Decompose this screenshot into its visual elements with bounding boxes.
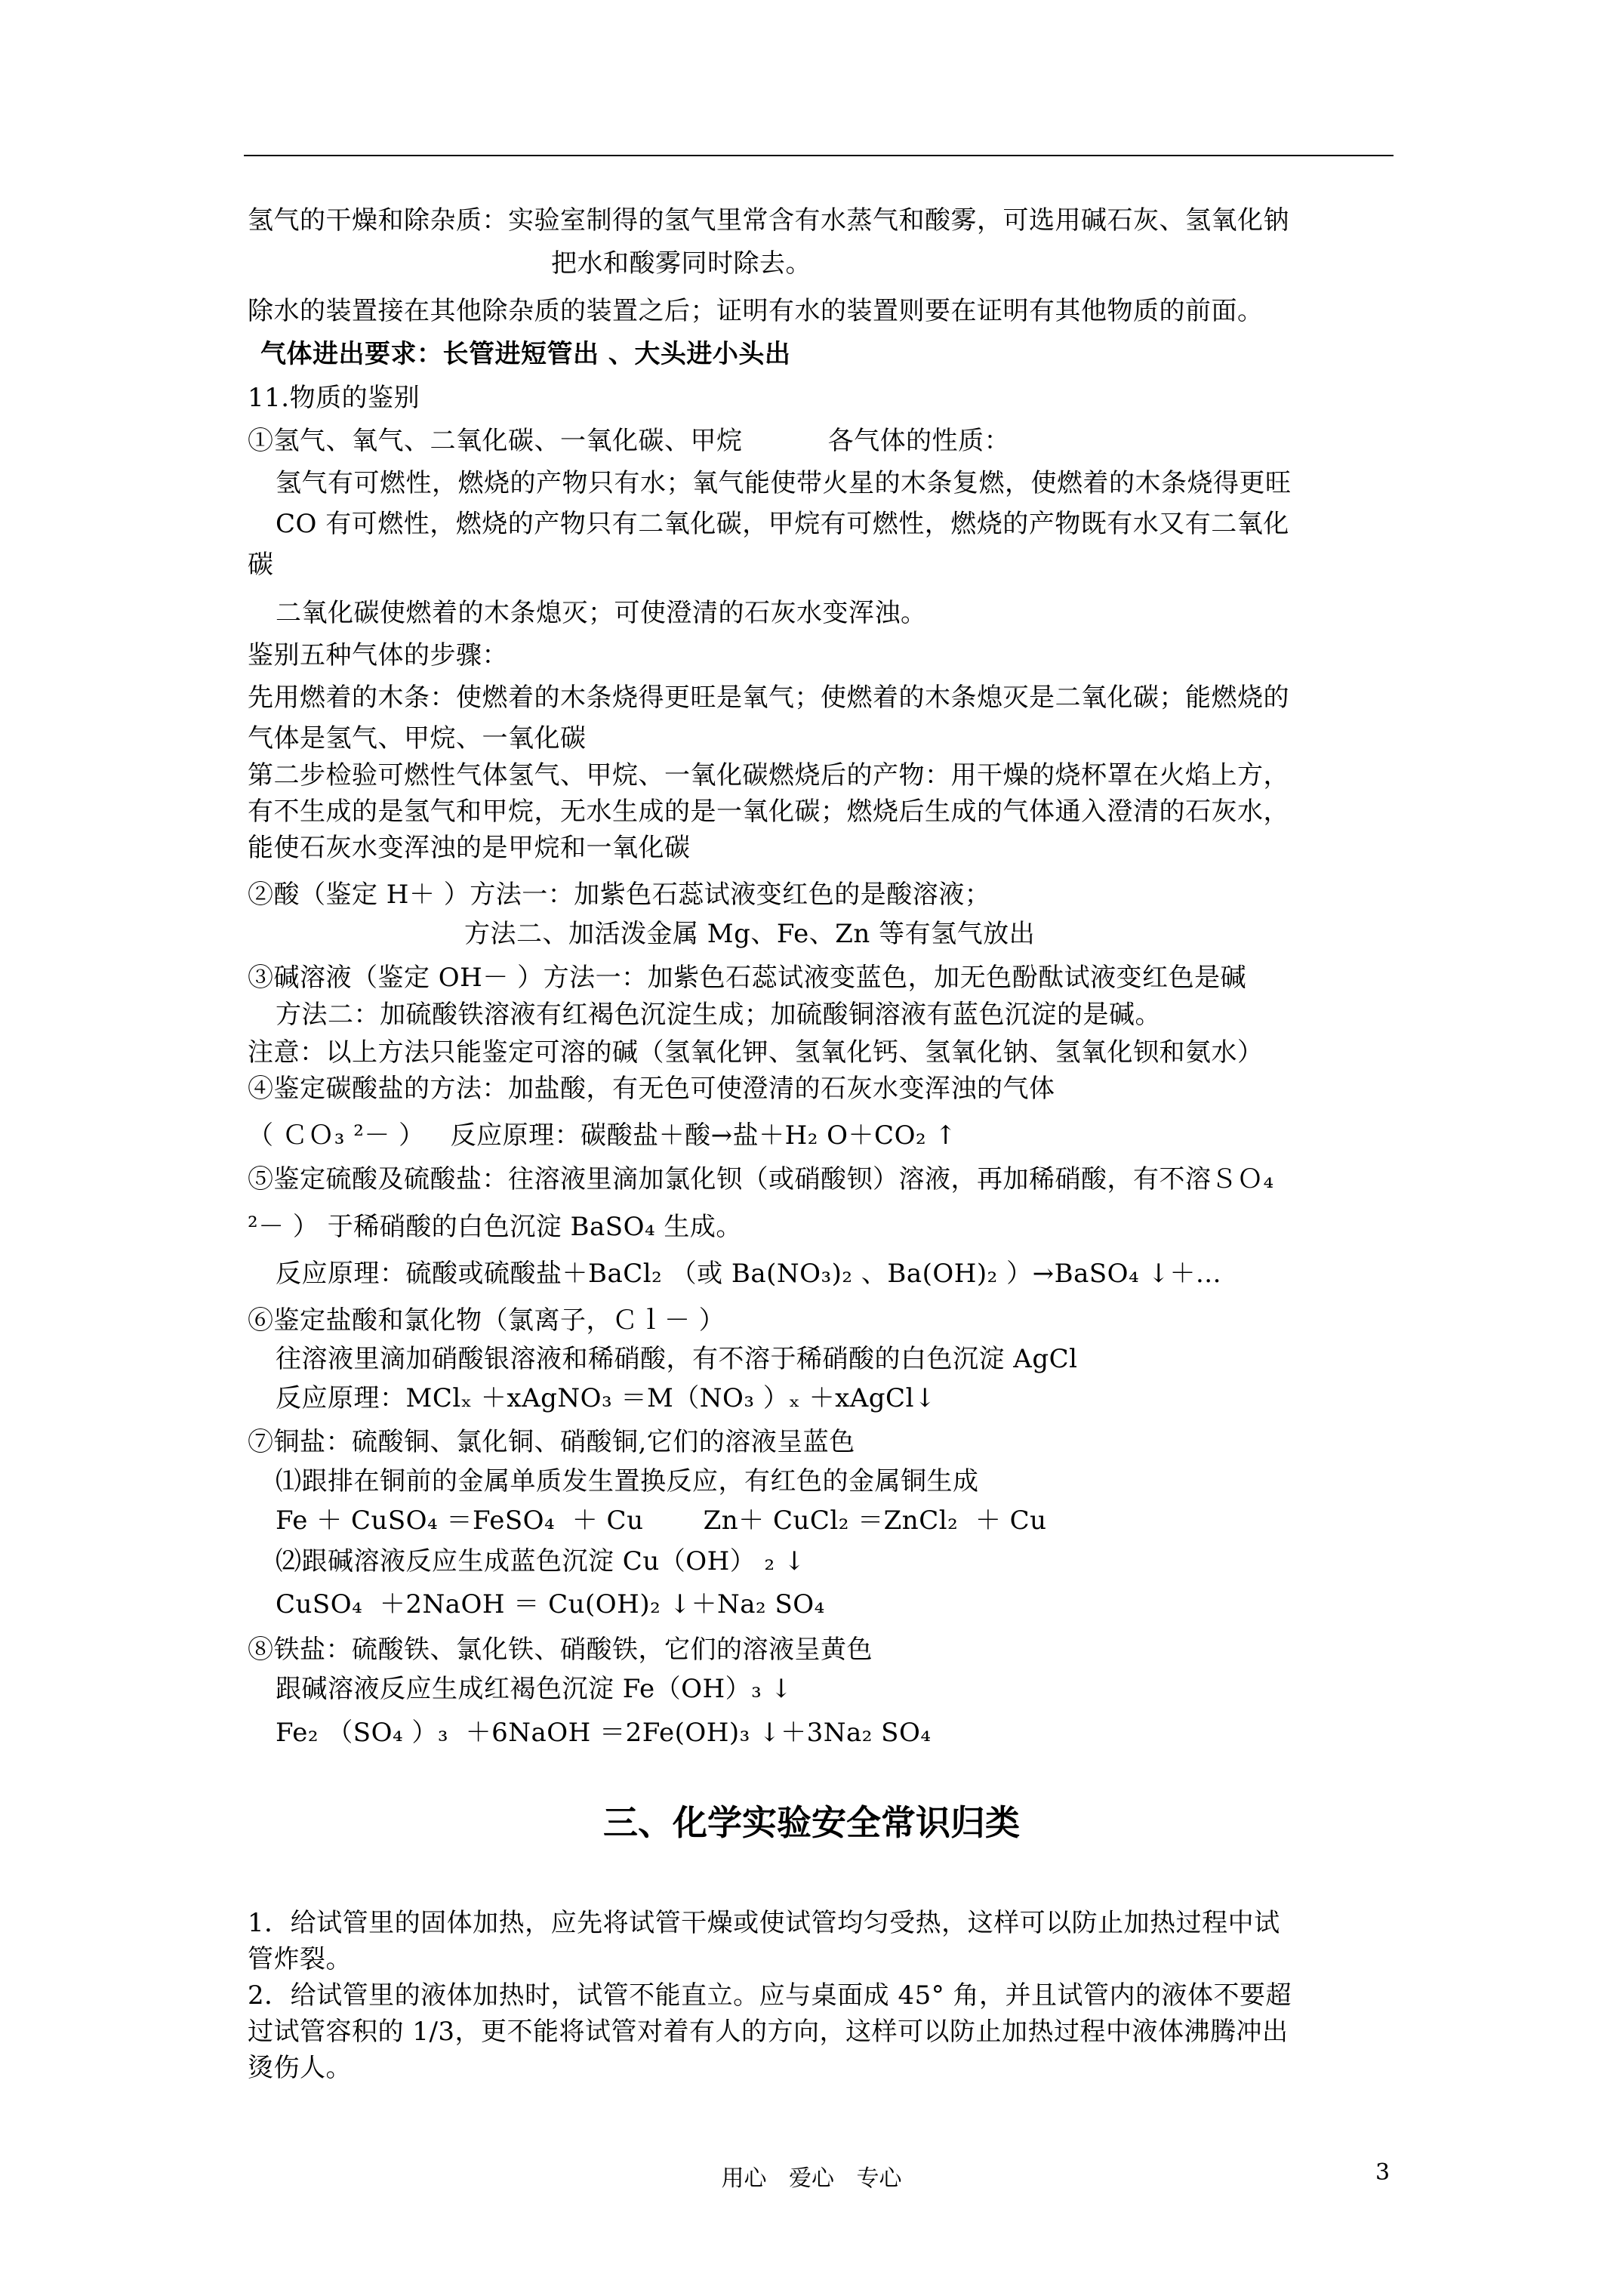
text-line: Fe₂ （SO₄ ）₃ ＋6NaOH ＝2Fe(OH)₃ ↓＋3Na₂ SO₄ <box>276 1718 932 1748</box>
text-line: ⑧铁盐：硫酸铁、氯化铁、硝酸铁，它们的溶液呈黄色 <box>248 1635 873 1665</box>
text-line: 氢气有可燃性，燃烧的产物只有水；氧气能使带火星的木条复燃，使燃着的木条烧得更旺 <box>276 468 1292 498</box>
text-line: 往溶液里滴加硝酸银溶液和稀硝酸，有不溶于稀硝酸的白色沉淀 AgCl <box>276 1344 1078 1374</box>
text-line: 管炸裂。 <box>248 1944 352 1974</box>
text-line: 把水和酸雾同时除去。 <box>551 248 812 279</box>
text-line: 二氧化碳使燃着的木条熄灭；可使澄清的石灰水变浑浊。 <box>276 598 927 628</box>
text-line: ⑵跟碱溶液反应生成蓝色沉淀 Cu（OH） ₂ ↓ <box>276 1546 805 1576</box>
text-line: 先用燃着的木条：使燃着的木条烧得更旺是氧气；使燃着的木条熄灭是二氧化碳；能燃烧的 <box>248 683 1289 713</box>
text-line: ①氢气、氧气、二氧化碳、一氧化碳、甲烷 各气体的性质： <box>248 426 1011 456</box>
text-line: 气体是氢气、甲烷、一氧化碳 <box>248 723 587 754</box>
text-line: ③碱溶液（鉴定 OH－ ）方法一：加紫色石蕊试液变蓝色，加无色酚酞试液变红色是碱 <box>248 963 1247 993</box>
text-line: 注意：以上方法只能鉴定可溶的碱（氢氧化钾、氢氧化钙、氢氧化钠、氢氧化钡和氨水） <box>248 1037 1264 1068</box>
text-line: ⑥鉴定盐酸和氯化物（氯离子，Ｃｌ－ ） <box>248 1305 725 1336</box>
section-heading: 三、化学实验安全常识归类 <box>603 1802 1020 1843</box>
text-line: ⑴跟排在铜前的金属单质发生置换反应，有红色的金属铜生成 <box>276 1466 979 1496</box>
text-line: 碳 <box>248 550 274 580</box>
text-line: 11.物质的鉴别 <box>248 383 420 413</box>
text-line: CuSO₄ ＋2NaOH ＝ Cu(OH)₂ ↓＋Na₂ SO₄ <box>276 1589 825 1620</box>
text-line: 反应原理：硫酸或硫酸盐＋BaCl₂ （或 Ba(NO₃)₂ 、Ba(OH)₂ ）→BaSO₄ ↓＋... <box>276 1259 1221 1289</box>
text-line: 气体进出要求：长管进短管出 、大头进小头出 <box>260 339 791 369</box>
page-footer: 用心 爱心 专心 <box>721 2165 902 2192</box>
text-line: ²－ ） 于稀硝酸的白色沉淀 BaSO₄ 生成。 <box>248 1212 742 1242</box>
text-line: 过试管容积的 1/3，更不能将试管对着有人的方向，这样可以防止加热过程中液体沸腾冲出 <box>248 2017 1289 2047</box>
page-number: 3 <box>1375 2159 1390 2186</box>
text-line: 方法二、加活泼金属 Mg、Fe、Zn 等有氢气放出 <box>464 919 1036 949</box>
text-line: ⑤鉴定硫酸及硫酸盐：往溶液里滴加氯化钡（或硝酸钡）溶液，再加稀硝酸，有不溶ＳＯ₄ <box>248 1164 1274 1194</box>
text-line: 除水的装置接在其他除杂质的装置之后；证明有水的装置则要在证明有其他物质的前面。 <box>248 296 1264 326</box>
text-line: 第二步检验可燃性气体氢气、甲烷、一氧化碳燃烧后的产物：用干燥的烧杯罩在火焰上方， <box>248 760 1289 791</box>
text-line: 反应原理：MClₓ ＋xAgNO₃ ＝M（NO₃ ）ₓ ＋xAgCl↓ <box>276 1383 936 1413</box>
text-line: 烫伤人。 <box>248 2053 352 2083</box>
text-line: 2．给试管里的液体加热时，试管不能直立。应与桌面成 45° 角，并且试管内的液体不要超 <box>248 1980 1292 2011</box>
text-line: 鉴别五种气体的步骤： <box>248 640 508 670</box>
text-line: ④鉴定碳酸盐的方法：加盐酸，有无色可使澄清的石灰水变浑浊的气体 <box>248 1074 1055 1104</box>
text-line: ②酸（鉴定 H＋ ）方法一：加紫色石蕊试液变红色的是酸溶液； <box>248 880 991 910</box>
text-line: 方法二：加硫酸铁溶液有红褐色沉淀生成；加硫酸铜溶液有蓝色沉淀的是碱。 <box>276 1000 1161 1030</box>
text-line: 能使石灰水变浑浊的是甲烷和一氧化碳 <box>248 833 691 863</box>
text-line: 有不生成的是氢气和甲烷，无水生成的是一氧化碳；燃烧后生成的气体通入澄清的石灰水， <box>248 797 1289 827</box>
text-line: ⑦铜盐：硫酸铜、氯化铜、硝酸铜,它们的溶液呈蓝色 <box>248 1427 855 1457</box>
text-line: 1．给试管里的固体加热，应先将试管干燥或使试管均匀受热，这样可以防止加热过程中试 <box>248 1908 1280 1938</box>
text-line: Fe ＋ CuSO₄ ＝FeSO₄ ＋ Cu Zn＋ CuCl₂ ＝ZnCl₂ ＋ Cu <box>276 1505 1047 1536</box>
header-rule <box>244 155 1394 156</box>
text-line: 跟碱溶液反应生成红褐色沉淀 Fe（OH）₃ ↓ <box>276 1674 793 1704</box>
text-line: CO 有可燃性，燃烧的产物只有二氧化碳，甲烷有可燃性，燃烧的产物既有水又有二氧化 <box>276 509 1289 539</box>
text-line: 氢气的干燥和除杂质：实验室制得的氢气里常含有水蒸气和酸雾，可选用碱石灰、氢氧化钠 <box>248 205 1289 236</box>
text-line: （ ＣＯ₃ ²－ ） 反应原理：碳酸盐＋酸→盐＋H₂ O＋CO₂ ↑ <box>248 1120 957 1151</box>
